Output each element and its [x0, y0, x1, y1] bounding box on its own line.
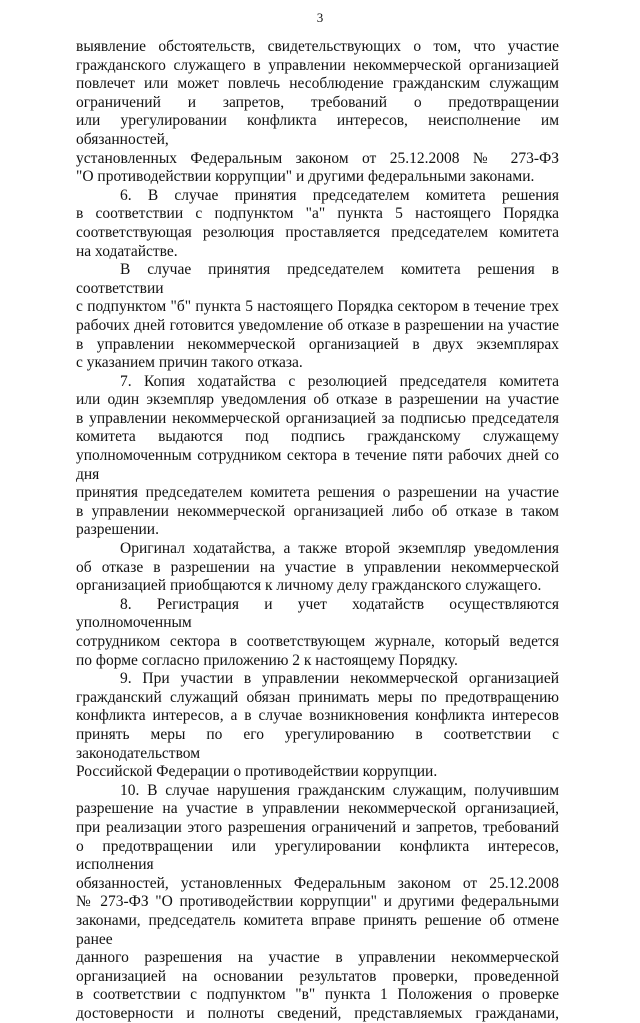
text-line: в управлении некоммерческой организацией в двух экземплярах — [76, 335, 559, 353]
text-line: Российской Федерации о противодействии коррупции. — [76, 763, 438, 781]
text-line: принятия председателем комитета решения о разрешении на участие — [76, 484, 559, 502]
paragraph-7 — [76, 782, 559, 1023]
text-line: 7. Копия ходатайства с резолюцией председателя комитета — [120, 372, 559, 390]
text-line: в управлении некоммерческой организацией либо об отказе в таком — [76, 502, 559, 520]
text-line: или один экземпляр уведомления об отказе в разрешении на участие — [76, 391, 559, 409]
text-line: "О противодействии коррупции" и другими федеральными законами. — [76, 168, 535, 186]
text-line: разрешение на участие в управлении некоммерческой организацией, — [76, 800, 559, 818]
text-line: разрешении. — [76, 521, 159, 539]
text-line: организацией на основании результатов проверки, проведенной — [76, 967, 559, 985]
text-line: по форме согласно приложению 2 к настоящему Порядку. — [76, 651, 458, 669]
text-line: конфликта интересов, а в случае возникновения конфликта интересов — [76, 707, 559, 725]
text-line: 8. Регистрация и учет ходатайств осуществляются уполномоченным — [76, 595, 559, 632]
text-line: законами, председатель комитета вправе принять решение об отмене ранее — [76, 911, 559, 948]
text-line: 9. При участии в управлении некоммерческой организацией — [120, 670, 559, 688]
page-number: 3 — [316, 10, 324, 25]
paragraph-6 — [76, 670, 559, 782]
text-line: повлечет или может повлечь несоблюдение гражданским служащим — [76, 75, 559, 93]
text-line: с указанием причин такого отказа. — [76, 354, 303, 372]
text-line: сотрудником сектора в соответствующем журнале, который ведется — [76, 633, 559, 650]
text-line: организацией приобщаются к личному делу гражданского служащего. — [76, 577, 542, 595]
paragraph-3 — [76, 373, 559, 540]
text-line: в соответствии с подпунктом "а" пункта 5 настоящего Порядка — [76, 205, 559, 223]
text-line: или урегулировании конфликта интересов, неисполнение им обязанностей, — [76, 112, 559, 148]
paragraph-4 — [76, 540, 559, 596]
text-line: обязанностей, установленных Федеральным законом от 25.12.2008 — [76, 874, 559, 892]
text-line: об отказе в разрешении на участие в управлении некоммерческой — [76, 558, 559, 576]
text-line: соответствующая резолюция проставляется председателем комитета — [76, 223, 559, 241]
text-line: комитета выдаются под подпись гражданскому служащему — [76, 428, 559, 446]
paragraph-5 — [76, 596, 559, 670]
text-line: о предотвращении или урегулировании конфликта интересов, исполнения — [76, 837, 559, 874]
text-line: рабочих дней готовится уведомление об отказе в разрешении на участие — [76, 316, 559, 334]
paragraph-2 — [76, 261, 559, 373]
text-line: достоверности и полноты сведений, представляемых гражданами, — [76, 1004, 559, 1022]
text-line: при реализации этого разрешения ограничений и запретов, требований — [76, 818, 559, 836]
text-line: с подпунктом "б" пункта 5 настоящего Порядка сектором в течение трех — [76, 298, 559, 316]
text-line: на ходатайстве. — [76, 242, 178, 260]
text-line: в соответствии с подпунктом "в" пункта 1 Положения о проверке — [76, 986, 559, 1004]
text-line: 6. В случае принятия председателем комитета решения — [120, 186, 559, 204]
text-line: 10. В случае нарушения гражданским служащим, получившим — [120, 781, 559, 799]
paragraph-0 — [76, 38, 559, 187]
text-line: в управлении некоммерческой организацией за подписью председателя — [76, 409, 559, 427]
text-line: уполномоченным сотрудником сектора в течение пяти рабочих дней со дня — [76, 447, 559, 483]
paragraph-1 — [76, 187, 559, 261]
text-line: принять меры по его урегулированию в соответствии с законодательством — [76, 725, 559, 762]
text-line: выявление обстоятельств, свидетельствующих о том, что участие — [76, 38, 559, 55]
document-body — [76, 38, 559, 1023]
text-line: ограничений и запретов, требований о предотвращении — [76, 93, 559, 111]
text-line: гражданский служащий обязан принимать меры по предотвращению — [76, 688, 559, 706]
text-line: № 273-ФЗ "О противодействии коррупции" и другими федеральными — [76, 893, 559, 911]
text-line: В случае принятия председателем комитета решения в соответствии — [76, 261, 559, 297]
text-line: установленных Федеральным законом от 25.12.2008 № 273-ФЗ — [76, 149, 559, 167]
text-line: Оригинал ходатайства, а также второй экземпляр уведомления — [120, 540, 559, 558]
text-line: данного разрешения на участие в управлении некоммерческой — [76, 949, 559, 967]
text-line: гражданского служащего в управлении некоммерческой организацией — [76, 56, 559, 74]
